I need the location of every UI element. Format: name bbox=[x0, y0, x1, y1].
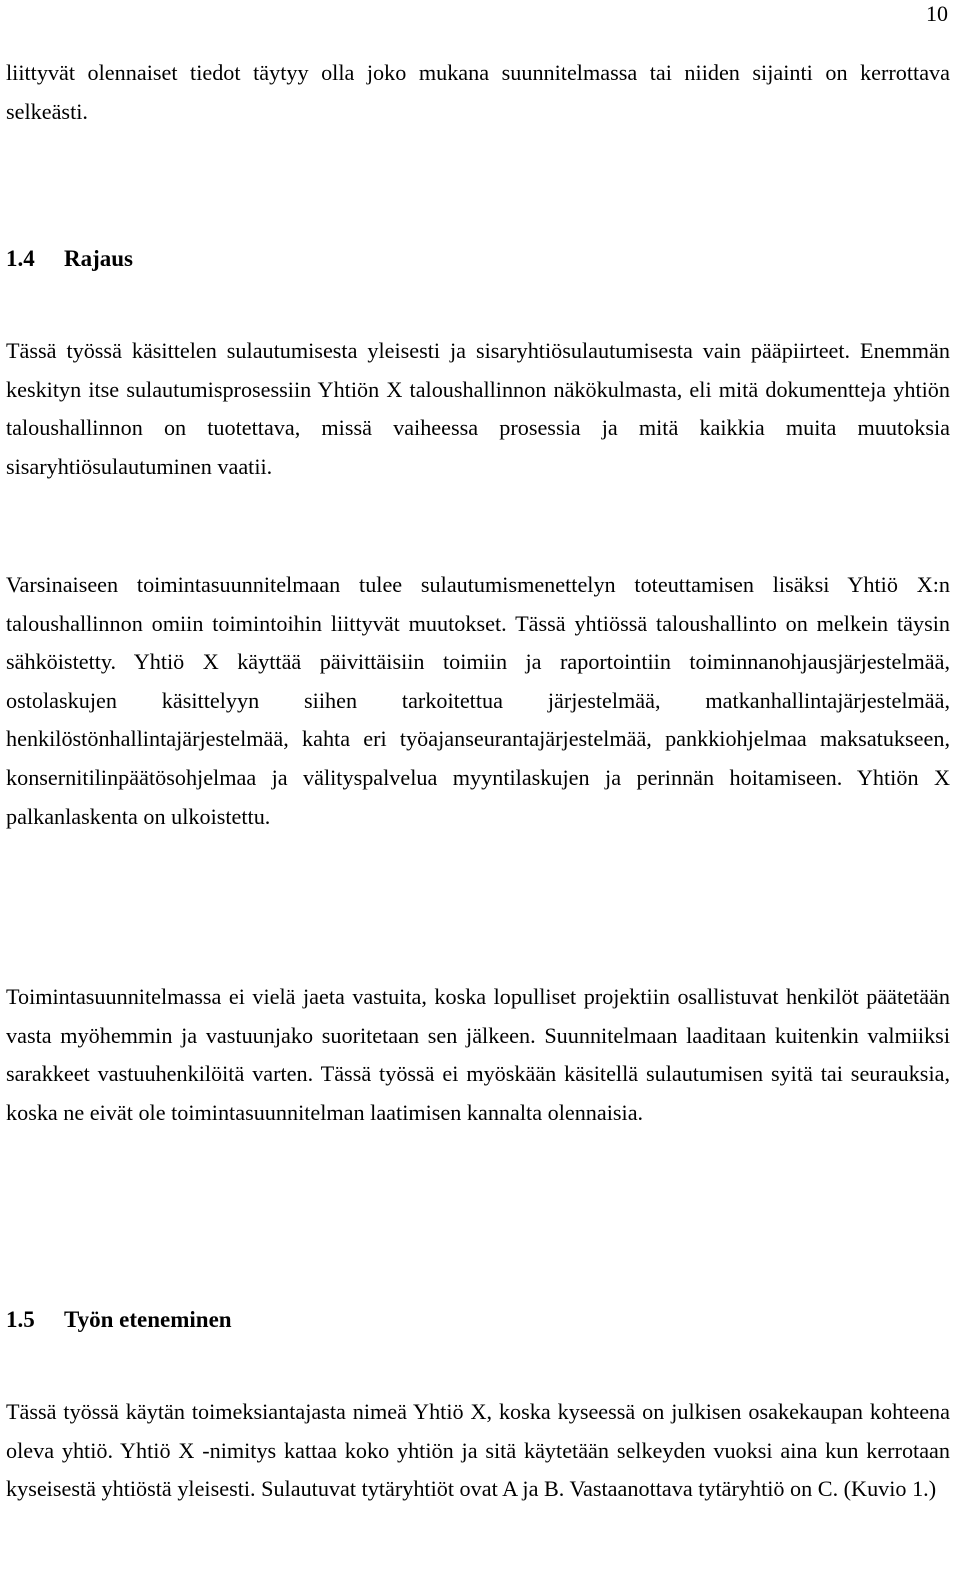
section-heading-rajaus bbox=[6, 244, 950, 274]
page-number: 10 bbox=[926, 1, 948, 26]
paragraph-tyon-eteneminen: Tässä työssä käytän toimeksiantajasta nimeä Yhtiö X, koska kyseessä on julkisen osakekaupan kohteena oleva yhtiö. Yhtiö X -nimitys kattaa koko yhtiön ja sitä käytetään selkeyden vuoksi aina kun kerrotaan kyseisestä yhtiöstä yleisesti. Sulautuvat tytäryhtiöt ovat A ja B. Vastaanottava tytäryhtiö on C. (Kuvio 1.) bbox=[6, 1399, 950, 1502]
paragraph-toimintasuunnitelma: Varsinaiseen toimintasuunnitelmaan tulee sulautumismenettelyn toteuttamisen lisäksi Yhtiö X:n taloushallinnon omiin toimintoihin liittyvät muutokset. Tässä yhtiössä taloushallinto on melkein täysin sähköistetty. Yhtiö X käyttää päivittäisiin toimiin ja raportointiin toiminnanohjausjärjestelmää, ostolaskujen käsittelyyn siihen tarkoitettua järjestelmää, matkanhallintajärjestelmää, henkilöstönhallintajärjestelmää, kahta eri työajanseurantajärjestelmää, pankkiohjelmaa maksatukseen, konsernitilinpäätösohjelmaa ja välityspalvelua myyntilaskujen ja perinnän hoitamiseen. Yhtiön X palkanlaskenta on ulkoistettu. bbox=[6, 572, 950, 829]
section-title: Työn eteneminen bbox=[64, 1307, 232, 1332]
paragraph-continuation: liittyvät olennaiset tiedot täytyy olla joko mukana suunnitelmassa tai niiden sijainti on kerrottava selkeästi. bbox=[6, 60, 950, 124]
section-number: 1.4 bbox=[6, 246, 35, 271]
section-heading-tyon-eteneminen bbox=[6, 1305, 950, 1335]
section-number: 1.5 bbox=[6, 1307, 35, 1332]
paragraph-vastuut: Toimintasuunnitelmassa ei vielä jaeta vastuita, koska lopulliset projektiin osallistuvat henkilöt päätetään vasta myöhemmin ja vastuunjako suoritetaan sen jälkeen. Suunnitelmaan laaditaan kuitenkin valmiiksi sarakkeet vastuuhenkilöitä varten. Tässä työssä ei myöskään käsitellä sulautumisen syitä tai seurauksia, koska ne eivät ole toimintasuunnitelman laatimisen kannalta olennaisia. bbox=[6, 984, 950, 1125]
paragraph-rajaus: Tässä työssä käsittelen sulautumisesta yleisesti ja sisaryhtiösulautumisesta vain pääpiirteet. Enemmän keskityn itse sulautumisprosessiin Yhtiön X taloushallinnon näkökulmasta, eli mitä dokumentteja yhtiön taloushallinnon on tuotettava, missä vaiheessa prosessia ja mitä kaikkia muita muutoksia sisaryhtiösulautuminen vaatii. bbox=[6, 338, 950, 479]
section-title: Rajaus bbox=[64, 246, 134, 271]
